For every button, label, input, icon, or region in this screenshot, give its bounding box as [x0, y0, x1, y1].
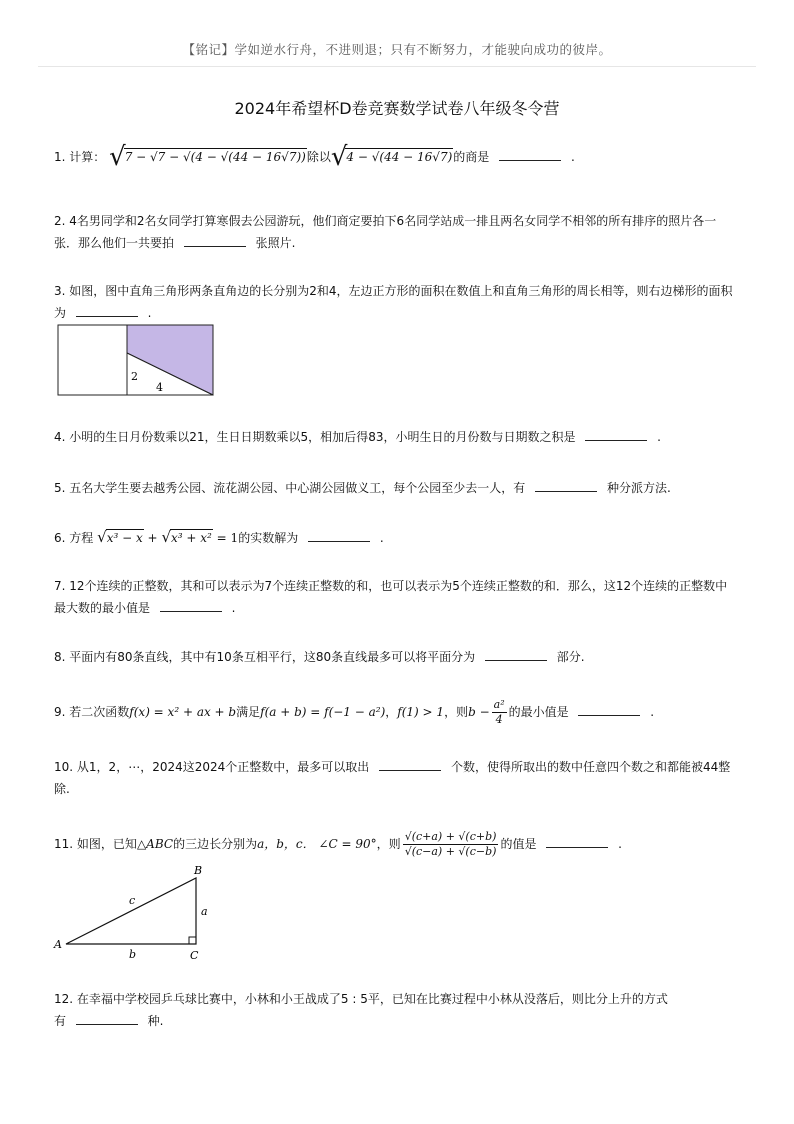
question-text: 除以 — [306, 150, 331, 164]
header-motto: 【铭记】学如逆水行舟，不进则退；只有不断努力，才能驶向成功的彼岸。 — [182, 42, 612, 57]
question-text: ，则 — [376, 837, 401, 851]
question-number: 1. — [54, 150, 66, 164]
question-2 — [54, 210, 740, 254]
question-9 — [54, 698, 740, 727]
question-text: 为 — [54, 306, 67, 320]
question-text: 计算： — [69, 150, 106, 164]
fraction — [403, 830, 499, 859]
question-number: 5. — [54, 481, 66, 495]
sqrt-sign: √ — [330, 142, 348, 172]
answer-blank[interactable] — [585, 428, 647, 441]
label-four: 4 — [156, 381, 163, 394]
question-text: 如图，图中直角三角形两条直角边的长分别为2和4，左边正方形的面积在数值上和直角三角形的周长相等，则右边梯形的面积 — [69, 284, 733, 298]
question-number: 8. — [54, 650, 66, 664]
question-number: 11. — [54, 837, 74, 851]
answer-blank[interactable] — [485, 648, 547, 661]
question-text: 的实数解为 — [238, 531, 299, 545]
question-text: 方程 — [69, 531, 94, 545]
sqrt-sign: √ — [97, 528, 107, 546]
question-text: 除. — [54, 782, 70, 796]
question-text: 的最小值是 — [508, 705, 569, 719]
answer-blank[interactable] — [379, 758, 441, 771]
question-text: . — [657, 430, 661, 444]
question-text: . — [231, 601, 236, 615]
question-text: 个数，使得所取出的数中任意四个数之和都能被44整 — [450, 760, 731, 774]
equation-rhs: = 1 — [216, 531, 239, 545]
question-text: 从1，2，⋯，2024这2024个正整数中，最多可以取出 — [76, 760, 370, 774]
question-text: . — [147, 306, 152, 320]
question-12 — [54, 988, 740, 1032]
left-square — [58, 325, 127, 395]
question-text: 张．那么他们一共要拍 — [54, 236, 175, 250]
question-text: . — [379, 531, 384, 545]
math-expression: b − — [468, 705, 490, 719]
question-number: 4. — [54, 430, 66, 444]
punctuation: . — [570, 150, 575, 164]
math-expression: ∠C = 90° — [318, 837, 377, 851]
math-expression: x³ − x — [106, 531, 143, 545]
side-b-label: b — [129, 948, 137, 961]
question-5 — [54, 477, 740, 499]
fraction-denominator: 4 — [495, 713, 503, 726]
question-8 — [54, 646, 740, 668]
question-text: 最大数的最小值是 — [54, 601, 151, 615]
question-text: 小明的生日月份数乘以21，生日日期数乘以5，相加后得83，小明生日的月份数与日期数之积是 — [69, 430, 576, 444]
question-text: 平面内有80条直线，其中有10条互相平行，这80条直线最多可以将平面分为 — [69, 650, 476, 664]
square-trapezoid-figure — [56, 323, 218, 399]
question-6 — [54, 526, 740, 549]
label-two: 2 — [131, 370, 138, 383]
shaded-trapezoid — [127, 325, 213, 395]
answer-blank[interactable] — [546, 835, 608, 848]
vertex-b-label: B — [194, 864, 203, 877]
answer-blank[interactable] — [535, 479, 597, 492]
right-angle-mark — [189, 937, 196, 944]
answer-blank[interactable] — [76, 1012, 138, 1025]
answer-blank[interactable] — [308, 529, 370, 542]
question-number: 7. — [54, 579, 66, 593]
question-text: 满足 — [236, 705, 261, 719]
question-text: 在幸福中学校园乒乓球比赛中，小林和小王战成了5 : 5平，已知在比赛过程中小林从没落后，则比分上升的方式 — [76, 992, 668, 1006]
math-expression: x³ + x² — [171, 531, 212, 545]
question-number: 10. — [54, 760, 74, 774]
question-text: 的商是 — [453, 150, 490, 164]
question-4 — [54, 426, 740, 448]
math-expression: 7 − √7 − √(4 − √(44 − 16√7)) — [124, 150, 306, 164]
question-text: 的三边长分别为 — [173, 837, 258, 851]
question-number: 3. — [54, 284, 66, 298]
question-text: 的值是 — [500, 837, 537, 851]
question-7 — [54, 575, 740, 619]
answer-blank[interactable] — [76, 304, 138, 317]
math-expression: a，b，c． — [257, 837, 315, 851]
triangle-abc — [66, 878, 196, 944]
question-text: . — [618, 837, 622, 851]
fraction-numerator: √(c+a) + √(c+b) — [404, 830, 497, 843]
question-text: 张照片. — [255, 236, 296, 250]
punctuation: ， — [385, 705, 398, 719]
page-title: 2024年希望杯D卷竞赛数学试卷八年级冬令营 — [234, 99, 560, 118]
question-text: 4名男同学和2名女同学打算寒假去公园游玩，他们商定要拍下6名同学站成一排且两名女同学不相邻的所有排序的照片各一 — [69, 214, 717, 228]
fraction-numerator: a² — [493, 698, 505, 711]
vertex-a-label: A — [54, 938, 62, 951]
question-text: 五名大学生要去越秀公园、流花湖公园、中心湖公园做义工，每个公园至少去一人，有 — [69, 481, 526, 495]
question-10 — [54, 756, 740, 800]
math-expression: f(a + b) = f(−1 − a²) — [260, 705, 386, 719]
question-11 — [54, 830, 740, 859]
question-1 — [54, 142, 740, 172]
math-expression: 4 − √(44 − 16√7) — [346, 150, 453, 164]
question-text: 若二次函数 — [69, 705, 130, 719]
math-expression: f(1) > 1 — [397, 705, 445, 719]
question-3 — [54, 280, 740, 324]
question-text: 有 — [54, 1014, 67, 1028]
answer-blank[interactable] — [578, 703, 640, 716]
sqrt-sign: √ — [109, 142, 126, 172]
fraction-denominator: √(c−a) + √(c−b) — [404, 845, 497, 858]
question-number: 6. — [54, 531, 66, 545]
fraction — [492, 698, 507, 727]
question-text: . — [650, 705, 655, 719]
right-triangle-figure — [50, 862, 220, 966]
question-text: 种. — [147, 1014, 164, 1028]
math-expression: f(x) = x² + ax + b — [129, 705, 237, 719]
side-c-label: c — [129, 894, 136, 907]
question-text: 部分. — [556, 650, 585, 664]
side-a-label: a — [201, 905, 208, 918]
answer-blank[interactable] — [184, 234, 246, 247]
question-text: 12个连续的正整数，其和可以表示为7个连续正整数的和，也可以表示为5个连续正整数的和．那么，这12个连续的正整数中 — [69, 579, 728, 593]
question-text: ，则 — [444, 705, 469, 719]
question-number: 2. — [54, 214, 66, 228]
question-number: 9. — [54, 705, 66, 719]
answer-blank[interactable] — [160, 599, 222, 612]
sqrt-sign: √ — [161, 528, 171, 546]
math-expression: △ABC — [136, 837, 174, 851]
question-number: 12. — [54, 992, 74, 1006]
header-divider — [38, 66, 756, 67]
vertex-c-label: C — [190, 949, 199, 962]
answer-blank[interactable] — [499, 148, 561, 161]
question-text: 种分派方法. — [606, 481, 671, 495]
question-text: 如图，已知 — [76, 837, 137, 851]
plus-sign: + — [147, 531, 158, 545]
